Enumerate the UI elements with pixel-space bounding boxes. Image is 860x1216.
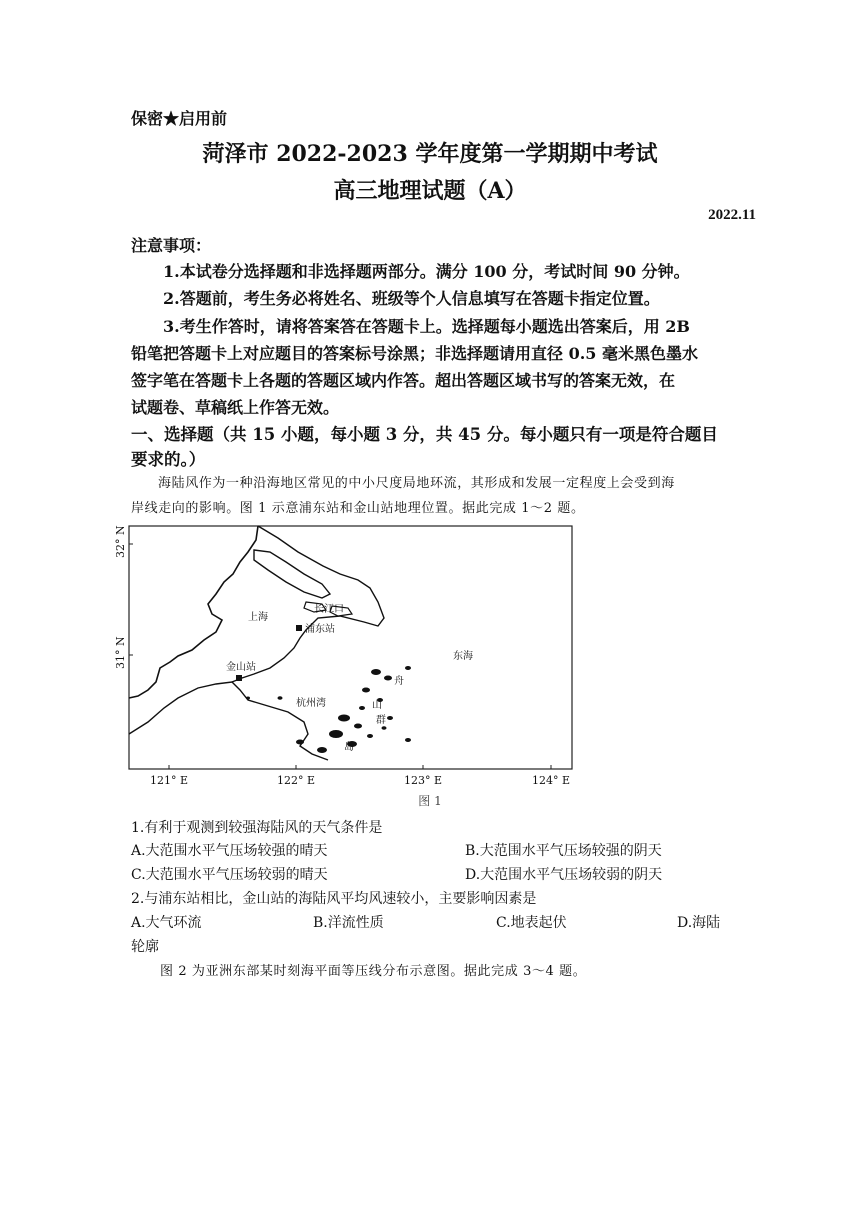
question-1-option-c: C.大范围水平气压场较弱的晴天 <box>131 867 328 883</box>
question-1-stem: 1.有利于观测到较强海陆风的天气条件是 <box>131 820 383 836</box>
lat-label-32: 32° N <box>114 525 127 558</box>
exam-title: 菏泽市 2022-2023 学年度第一学期期中考试 <box>202 141 658 167</box>
label-shanghai: 上海 <box>248 612 268 623</box>
question-1-option-b: B.大范围水平气压场较强的阴天 <box>465 843 662 859</box>
label-qun: 群 <box>376 715 386 726</box>
jinshan-station-marker <box>236 675 242 681</box>
lat-label-31: 31° N <box>114 636 127 669</box>
question-2-option-b: B.洋流性质 <box>313 915 384 931</box>
label-pudong: 浦东站 <box>305 624 335 635</box>
note-item-3-line-1: 3.考生作答时，请将答案答在答题卡上。选择题每小题选出答案后，用 2B <box>163 317 690 336</box>
question-1-option-d: D.大范围水平气压场较弱的阴天 <box>465 867 663 883</box>
label-hangzhouwan: 杭州湾 <box>296 698 326 709</box>
note-item-2: 2.答题前，考生务必将姓名、班级等个人信息填写在答题卡指定位置。 <box>163 289 660 308</box>
passage-2-line-1: 图 2 为亚洲东部某时刻海平面等压线分布示意图。据此完成 3～4 题。 <box>160 964 587 979</box>
notes-heading: 注意事项： <box>131 236 212 255</box>
label-shan: 山 <box>372 700 382 711</box>
lon-label-121: 121° E <box>150 774 189 787</box>
exam-date: 2022.11 <box>708 207 756 223</box>
question-2-option-c: C.地表起伏 <box>496 915 567 931</box>
section-title: 一、选择题（共 15 小题，每小题 3 分，共 45 分。每小题只有一项是符合题目 <box>131 425 718 444</box>
question-1-option-a: A.大范围水平气压场较强的晴天 <box>131 843 328 859</box>
exam-subtitle: 高三地理试题（A） <box>333 178 527 204</box>
chongming-island <box>254 550 330 598</box>
confidential-mark: 保密★启用前 <box>131 109 228 128</box>
note-item-3-line-3: 签字笔在答题卡上各题的答题区域内作答。超出答题区域书写的答案无效，在 <box>131 371 676 390</box>
figure-1-map <box>108 522 578 792</box>
section-title-cont: 要求的。） <box>131 450 206 469</box>
label-zhou: 舟 <box>394 676 404 687</box>
label-donghai: 东海 <box>453 651 473 662</box>
question-2-option-d-cont: 轮廓 <box>131 939 159 955</box>
lon-label-124: 124° E <box>532 774 571 787</box>
lon-label-123: 123° E <box>404 774 443 787</box>
note-item-3-line-4: 试题卷、草稿纸上作答无效。 <box>131 398 340 417</box>
label-dao: 岛 <box>344 742 354 753</box>
question-2-stem: 2.与浦东站相比，金山站的海陆风平均风速较小，主要影响因素是 <box>131 891 537 907</box>
label-changjiangkou: 长江口 <box>314 604 344 615</box>
south-shore <box>129 682 328 760</box>
label-jinshan: 金山站 <box>226 662 256 673</box>
note-item-3-line-2: 铅笔把答题卡上对应题目的答案标号涂黑；非选择题请用直径 0.5 毫米黑色墨水 <box>131 344 698 363</box>
note-item-1: 1.本试卷分选择题和非选择题两部分。满分 100 分，考试时间 90 分钟。 <box>163 262 690 281</box>
question-2-option-a: A.大气环流 <box>131 915 202 931</box>
passage-1-line-2: 岸线走向的影响。图 1 示意浦东站和金山站地理位置。据此完成 1～2 题。 <box>131 501 585 516</box>
pudong-station-marker <box>296 625 302 631</box>
lon-label-122: 122° E <box>277 774 316 787</box>
question-2-option-d: D.海陆 <box>677 915 721 931</box>
passage-1-line-1: 海陆风作为一种沿海地区常见的中小尺度局地环流，其形成和发展一定程度上会受到海 <box>158 476 675 491</box>
zhoushan-islands <box>246 666 411 753</box>
figure-1-caption: 图 1 <box>418 794 442 808</box>
